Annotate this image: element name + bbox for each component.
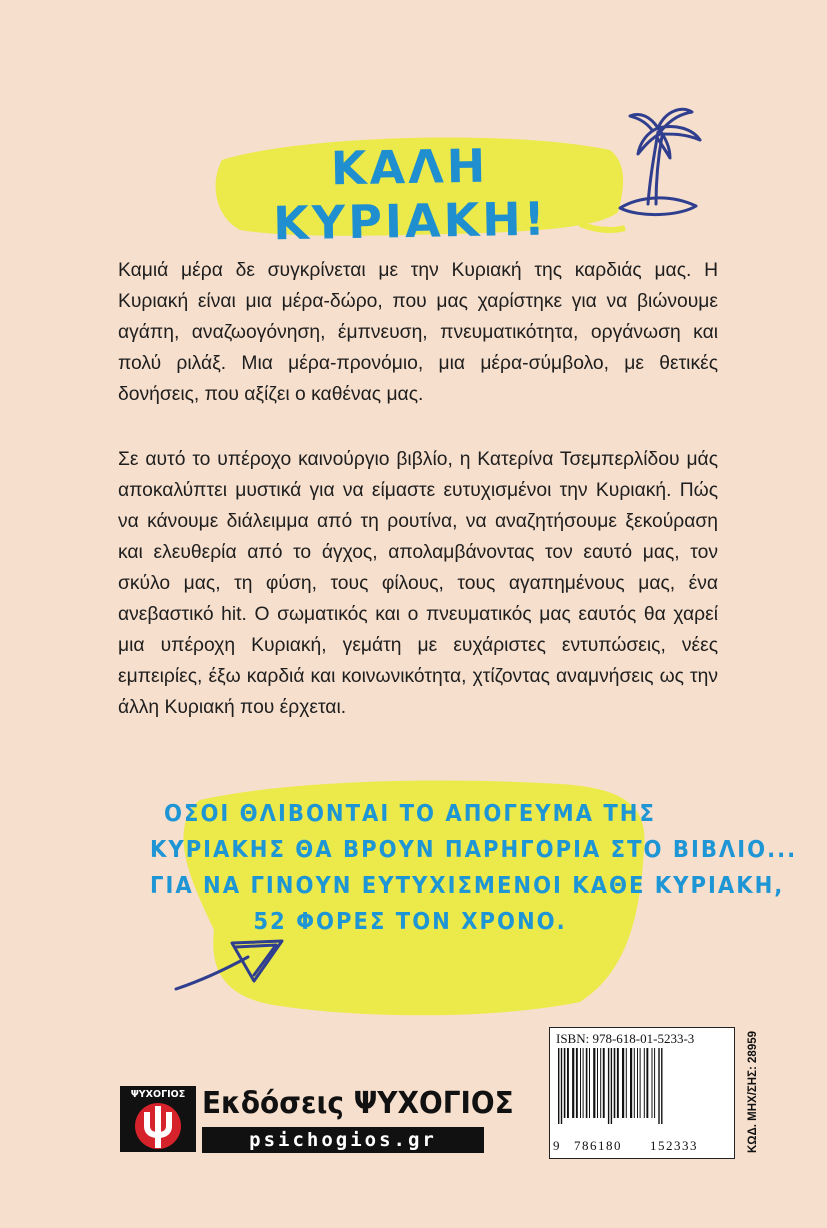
barcode-bar <box>644 1048 645 1118</box>
description-paragraph-2: Σε αυτό το υπέροχο καινούργιο βιβλίο, η Κατερίνα Τσεμπερλίδου μάς αποκαλύπτει μυστικά για να είμαστε ευτυχισμένοι την Κυριακή. Πώς να κάνουμε διάλειμμα από τη ρουτίνα, να αναζητήσουμε ξεκούραση και ελευθερία από το άγχος, απολαμβάνοντας τον εαυτό μας, τον σκύλο μας, τη φύση, τους φίλους, τους αγαπημένους μας, ένα ανεβαστικό hit. Ο σωματικός και ο πνευματικός μας εαυτός θα χαρεί μια υπέροχη Κυριακή, γεμάτη με ευχάριστες εντυπώσεις, νέες εμπειρίες, έξω καρδιά και κοινωνικότητα, χτίζοντας αναμνήσεις ως την άλλη Κυριακή που έρχεται. <box>118 449 718 718</box>
barcode-bars <box>556 1048 726 1124</box>
barcode-bar <box>589 1048 590 1118</box>
hand-drawn-arrow-icon <box>170 935 290 995</box>
barcode-bar <box>608 1048 609 1124</box>
product-code-label <box>732 1027 759 1157</box>
barcode-right-digits: 152333 <box>650 1138 698 1153</box>
palm-tree-island-icon <box>600 96 710 221</box>
barcode-bar <box>576 1048 578 1118</box>
barcode-first-digit: 9 <box>553 1138 561 1153</box>
barcode-bar <box>561 1048 562 1124</box>
barcode-bar <box>597 1048 598 1118</box>
description-paragraph-1: Καμιά μέρα δε συγκρίνεται με την Κυριακή της καρδιάς μας. Η Κυριακή είναι μια μέρα-δώρο, που μας χαρίστηκε για να βιώνουμε αγάπη, αναζωογόνηση, έμπνευση, πνευματικότητα, οργάνωση και πολύ ριλάξ. Μια μέρα-προνόμιο, μια μέρα-σύμβολο, με θετικές δονήσεις, που αξίζει ο καθένας μας. <box>118 260 718 405</box>
book-title: ΚΑΛΗ ΚΥΡΙΑΚΗ! <box>272 138 549 251</box>
isbn-label: ISBN: 978-618-01-5233-3 <box>556 1031 695 1046</box>
product-code-text: ΚΩΔ. ΜΗΧ/ΣΗΣ: 28959 <box>747 1030 759 1154</box>
barcode-bar <box>661 1048 662 1124</box>
psi-logo-icon <box>120 1086 196 1152</box>
barcode-bar <box>652 1048 653 1118</box>
barcode-bar <box>634 1048 635 1118</box>
barcode-left-digits: 786180 <box>574 1138 622 1153</box>
barcode-bar <box>637 1048 638 1118</box>
quote-line-2: ΚΥΡΙΑΚΗΣ ΘΑ ΒΡΟΥΝ ΠΑΡΗΓΟΡΙΑ ΣΤΟ ΒΙΒΛΙΟ... <box>150 835 798 863</box>
barcode-bar <box>583 1048 584 1118</box>
barcode-bar <box>593 1048 595 1118</box>
barcode-bar <box>603 1048 605 1118</box>
barcode-bar <box>654 1048 655 1118</box>
quote-line-4: 52 ΦΟΡΕΣ ΤΟΝ ΧΡΟΝΟ. <box>253 907 567 935</box>
barcode-bar <box>572 1048 574 1118</box>
publisher-url: psichogios.gr <box>202 1127 484 1153</box>
promo-quote <box>150 795 798 939</box>
barcode-bar <box>646 1048 648 1118</box>
barcode-bar <box>630 1048 632 1118</box>
barcode-bar <box>658 1048 659 1124</box>
barcode-bar <box>586 1048 588 1118</box>
barcode-bar <box>558 1048 559 1124</box>
barcode-bar <box>600 1048 601 1118</box>
barcode-bar <box>580 1048 581 1118</box>
barcode-bar <box>564 1048 566 1118</box>
barcode-bar <box>640 1048 641 1118</box>
barcode-bar <box>611 1048 612 1124</box>
quote-line-3: ΓΙΑ ΝΑ ΓΙΝΟΥΝ ΕΥΤΥΧΙΣΜΕΝΟΙ ΚΑΘΕ ΚΥΡΙΑΚΗ, <box>150 871 785 899</box>
publisher-name: Εκδόσεις ΨΥΧΟΓΙΟΣ <box>202 1086 514 1121</box>
barcode-bar <box>622 1048 624 1118</box>
barcode-bar <box>567 1048 569 1118</box>
barcode-bar <box>617 1048 619 1118</box>
quote-line-1: ΟΣΟΙ ΘΛΙΒΟΝΤΑΙ ΤΟ ΑΠΟΓΕΥΜΑ ΤΗΣ <box>164 799 656 827</box>
barcode-bar <box>614 1048 616 1118</box>
barcode-bar <box>626 1048 627 1118</box>
logo-text: ΨΥΧΟΓΙΟΣ <box>130 1089 186 1100</box>
